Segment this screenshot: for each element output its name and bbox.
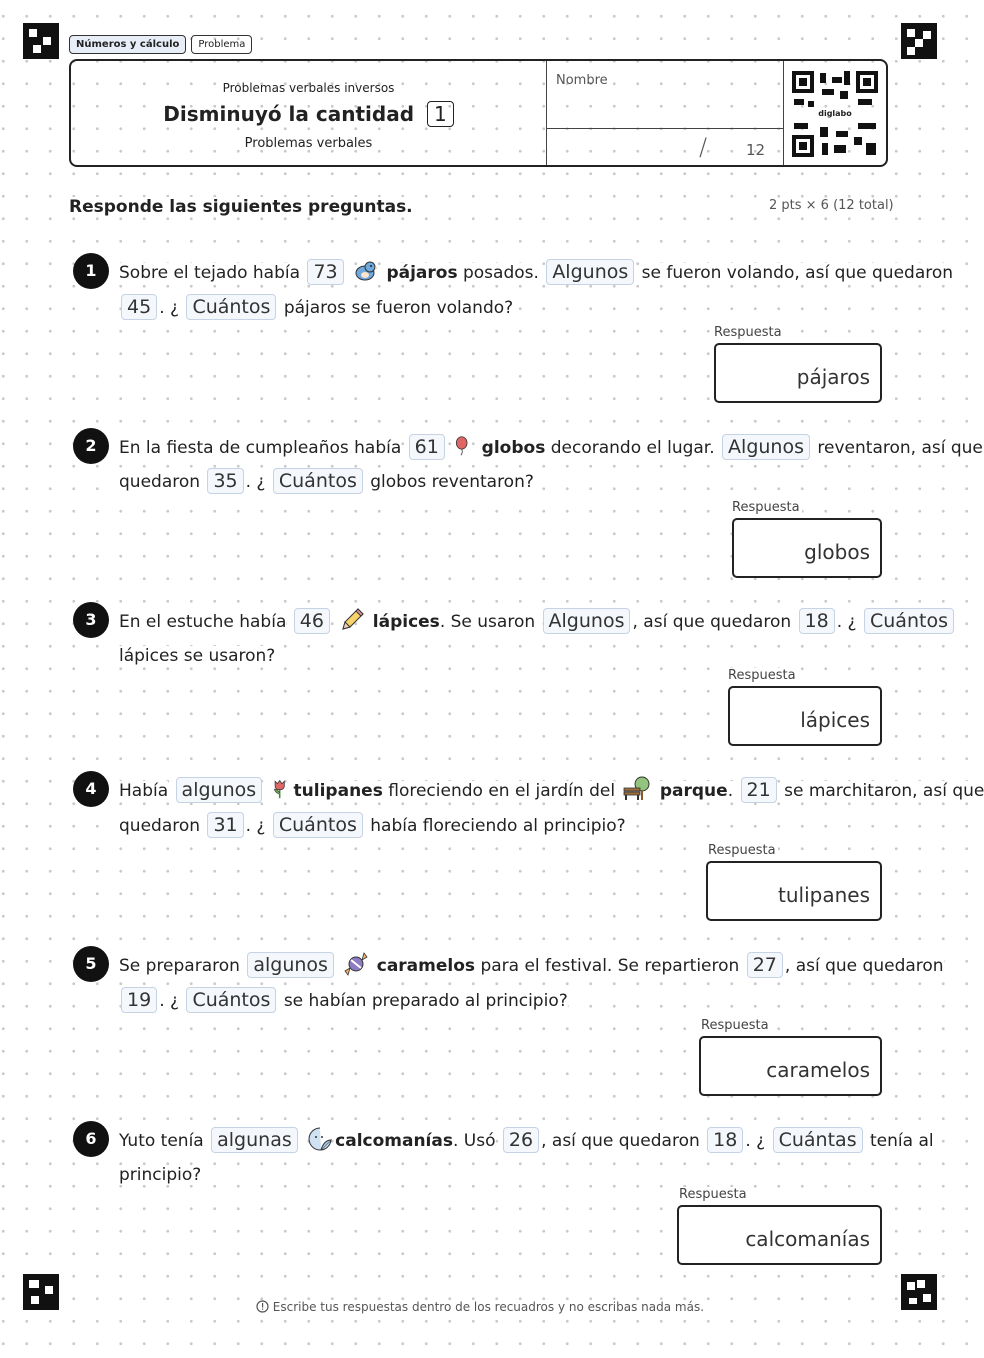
answer-unit: lápices <box>800 708 870 732</box>
question-text: Sobre el tejado había <box>119 263 301 283</box>
question-text: . ¿ <box>745 1131 766 1151</box>
question-text: . ¿ <box>159 298 180 318</box>
question-text: . ¿ <box>245 472 266 492</box>
number-box: 26 <box>503 1127 539 1153</box>
unknown-box: Algunos <box>546 259 634 285</box>
question-text: . ¿ <box>836 612 857 632</box>
question-text: . Usó <box>452 1131 496 1151</box>
question-word-box: Cuántos <box>186 294 276 320</box>
unknown-box: Algunos <box>543 608 631 634</box>
question-text: floreciendo en el jardín del <box>388 781 616 801</box>
number-box: 45 <box>121 294 157 320</box>
worksheet-header <box>69 59 888 167</box>
question-5-line-1 <box>119 951 944 978</box>
question-number: 6 <box>73 1121 109 1157</box>
question-text: principio? <box>119 1165 202 1185</box>
footer-text: Escribe tus respuestas dentro de los recuadros y no escribas nada más. <box>272 1300 705 1314</box>
worksheet-title <box>71 101 546 127</box>
answer-unit: calcomanías <box>745 1227 870 1251</box>
worksheet-category: Problemas verbales <box>244 136 373 151</box>
name-divider <box>547 128 783 129</box>
qr-code-icon <box>792 71 878 157</box>
pencil-icon <box>339 607 365 633</box>
question-text: quedaron <box>119 816 201 836</box>
number-box: 27 <box>747 952 783 978</box>
question-text: , así que quedaron <box>632 612 792 632</box>
question-5-line-2 <box>119 987 568 1013</box>
tag-numbers: Números y cálculo <box>69 35 186 54</box>
number-box: 31 <box>207 812 243 838</box>
park-icon <box>622 776 652 802</box>
question-word-box: Cuántos <box>864 608 954 634</box>
question-text: En la fiesta de cumpleaños había <box>119 438 402 458</box>
question-6-line-2 <box>119 1165 201 1185</box>
question-text: Yuto tenía <box>119 1131 204 1151</box>
question-text: se marchitaron, así que <box>784 781 984 801</box>
title-block <box>71 61 546 165</box>
question-4-line-2 <box>119 812 626 838</box>
answer-label: Respuesta <box>728 668 796 683</box>
number-box: 19 <box>121 987 157 1013</box>
answer-label: Respuesta <box>708 843 776 858</box>
unknown-box: algunas <box>211 1127 298 1153</box>
unknown-box: algunos <box>247 952 334 978</box>
number-box: 61 <box>409 434 445 460</box>
question-1-line-1 <box>119 258 953 285</box>
question-number: 2 <box>73 428 109 464</box>
answer-box[interactable] <box>728 686 882 746</box>
question-2-line-2 <box>119 468 534 494</box>
question-word-box: Cuántas <box>773 1127 863 1153</box>
title-text: Disminuyó la cantidad <box>163 102 415 126</box>
number-box: 18 <box>707 1127 743 1153</box>
question-2-line-1 <box>119 433 983 460</box>
score-slash: / <box>699 133 708 161</box>
name-score-box <box>546 61 784 165</box>
tag-problem: Problema <box>191 35 252 54</box>
question-text: reventaron, así que <box>817 438 983 458</box>
bird-icon <box>353 258 379 284</box>
answer-label: Respuesta <box>714 325 782 340</box>
question-text: , así que quedaron <box>784 956 944 976</box>
question-text: lápices se usaron? <box>119 646 276 666</box>
question-text: En el estuche había <box>119 612 287 632</box>
question-number: 1 <box>73 253 109 289</box>
question-word-box: Cuántos <box>273 812 363 838</box>
unknown-box: algunos <box>176 777 263 803</box>
unknown-box: Algunos <box>722 434 810 460</box>
question-number: 4 <box>73 771 109 807</box>
number-box: 35 <box>207 468 243 494</box>
object-label: caramelos <box>376 956 476 976</box>
name-label: Nombre <box>556 73 608 88</box>
answer-box[interactable] <box>714 343 882 403</box>
question-1-line-2 <box>119 294 513 320</box>
question-text: pájaros se fueron volando? <box>283 298 514 318</box>
question-text: decorando el lugar. <box>550 438 715 458</box>
question-3-line-1 <box>119 607 956 634</box>
question-text: para el festival. Se repartieron <box>480 956 740 976</box>
question-4-line-1 <box>119 776 984 803</box>
answer-label: Respuesta <box>701 1018 769 1033</box>
info-icon <box>256 1300 269 1313</box>
answer-unit: caramelos <box>766 1058 870 1082</box>
question-text: . ¿ <box>159 991 180 1011</box>
question-text: se fueron volando, así que quedaron <box>641 263 954 283</box>
answer-box[interactable] <box>699 1036 882 1096</box>
question-text: . <box>727 781 734 801</box>
sticker-icon <box>307 1126 333 1152</box>
answer-label: Respuesta <box>732 500 800 515</box>
question-text: globos reventaron? <box>370 472 534 492</box>
answer-unit: globos <box>804 540 870 564</box>
answer-box[interactable] <box>706 861 882 921</box>
number-box: 73 <box>307 259 343 285</box>
question-word-box: Cuántos <box>186 987 276 1013</box>
question-text: quedaron <box>119 472 201 492</box>
question-number: 5 <box>73 946 109 982</box>
number-box: 21 <box>741 777 777 803</box>
question-text: se habían preparado al principio? <box>283 991 568 1011</box>
question-text: Se prepararon <box>119 956 240 976</box>
question-text: tenía al <box>870 1131 934 1151</box>
object-label: globos <box>481 438 546 458</box>
corner-marker-top-right <box>901 23 937 59</box>
question-word-box: Cuántos <box>273 468 363 494</box>
answer-unit: pájaros <box>796 365 870 389</box>
answer-unit: tulipanes <box>778 883 870 907</box>
qr-logo: diglabo <box>818 109 852 118</box>
tag-row <box>69 35 252 54</box>
question-text: posados. <box>462 263 539 283</box>
object-label: parque <box>659 781 728 801</box>
number-box: 46 <box>294 608 330 634</box>
number-box: 18 <box>799 608 835 634</box>
corner-marker-top-left <box>23 23 59 59</box>
object-label: pájaros <box>386 263 458 283</box>
answer-label: Respuesta <box>679 1187 747 1202</box>
candy-icon <box>343 951 369 977</box>
answer-box[interactable] <box>677 1205 882 1265</box>
balloon-icon <box>454 433 474 459</box>
worksheet-subtitle: Problemas verbales inversos <box>222 81 395 95</box>
tulip-icon <box>272 776 292 802</box>
question-3-line-2 <box>119 646 275 666</box>
question-text: . ¿ <box>245 816 266 836</box>
question-6-line-1 <box>119 1126 934 1153</box>
object-label: tulipanes <box>293 781 383 801</box>
answer-box[interactable] <box>732 518 882 578</box>
footer-note <box>0 1300 960 1314</box>
question-number: 3 <box>73 602 109 638</box>
object-label: lápices <box>372 612 440 632</box>
question-text: había floreciendo al principio? <box>370 816 626 836</box>
question-text: . Se usaron <box>439 612 536 632</box>
worksheet-number: 1 <box>427 101 454 127</box>
question-text: Había <box>119 781 169 801</box>
instruction: Responde las siguientes preguntas. <box>69 197 416 217</box>
object-label: calcomanías <box>335 1131 453 1151</box>
question-text: , así que quedaron <box>541 1131 700 1151</box>
score-total: 12 <box>746 141 766 159</box>
points-info: 2 pts × 6 (12 total) <box>769 198 894 213</box>
